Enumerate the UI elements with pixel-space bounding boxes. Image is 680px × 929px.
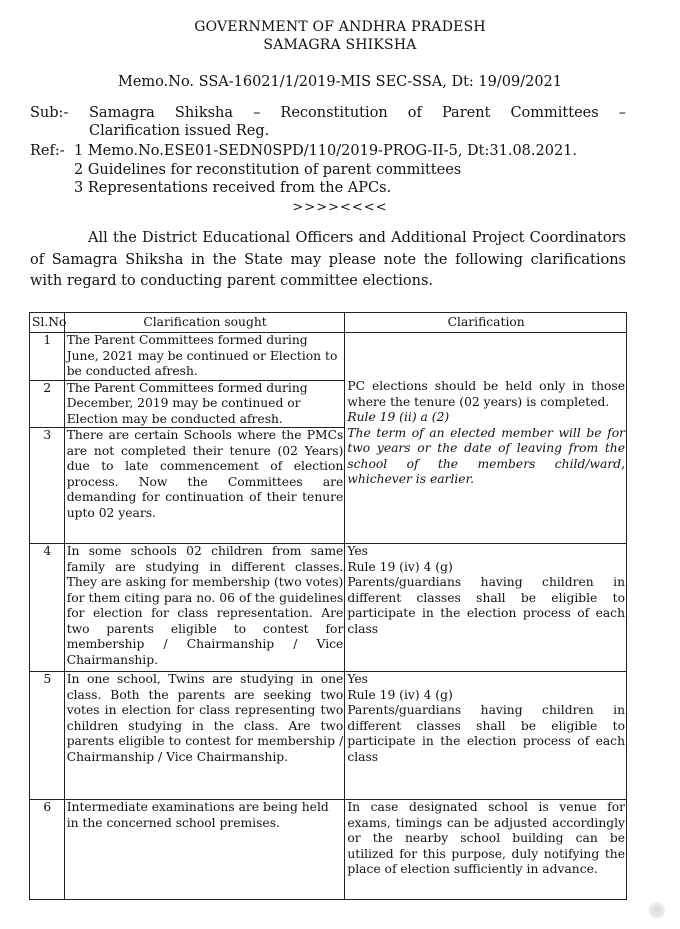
row-number: 1 [30, 333, 65, 381]
reference-item: 3 Representations received from the APCs. [74, 180, 392, 196]
table-row [30, 544, 627, 672]
government-heading: GOVERNMENT OF ANDHRA PRADESH [194, 19, 486, 35]
row-sought: In one school, Twins are studying in one class. Both the parents are seeking two votes in election for class representing two children studying in the class. Are two parents eligible to contest for membership / Chairmanship / Vice Chairmanship. [64, 672, 345, 800]
subject-line-1: Samagra Shiksha – Reconstitution of Parent Committees – [89, 105, 626, 121]
table-row [30, 800, 627, 900]
subject-label: Sub:- [30, 105, 69, 121]
intro-paragraph [30, 228, 626, 293]
row-clarification [345, 544, 627, 672]
subject-line-2: Clarification issued Reg. [89, 123, 270, 139]
row-number: 5 [30, 672, 65, 800]
department-heading: SAMAGRA SHIKSHA [263, 37, 417, 53]
reference-label: Ref:- [30, 143, 65, 159]
row-clarification [345, 672, 627, 800]
merged-answer-text: PC elections should be held only in those where the tenure (02 years) is completed. [347, 379, 625, 409]
header-clarification: Clarification [345, 313, 627, 333]
merged-answer-rule: Rule 19 (ii) a (2) [347, 410, 450, 424]
row-clarification: In case designated school is venue for exams, timings can be adjusted accordingly or the nearby school building can be utilized for this purpose, duly notifying the place of election sufficiently in advance. [345, 800, 627, 900]
intro-text: All the District Educational Officers and Additional Project Coordinators of Samagra Shiksha in the State may please note the following clarifications with regard to conducting parent committee elections. [30, 230, 626, 289]
answer-yes: Yes [347, 672, 368, 686]
answer-yes: Yes [347, 544, 368, 558]
answer-rule: Rule 19 (iv) 4 (g) [347, 687, 453, 702]
row-sought: In some schools 02 children from same family are studying in different classes. They are asking for membership (two votes) for them citing para no. 06 of the guidelines for election for class representation. Are two parents eligible to contest for membership / Chairmanship / Vice Chairmanship. [64, 544, 345, 672]
reference-item: 1 Memo.No.ESE01-SEDN0SPD/110/2019-PROG-II-5, Dt:31.08.2021. [74, 143, 578, 159]
row-number: 4 [30, 544, 65, 672]
watermark-dot [648, 901, 666, 919]
table-header-row [30, 313, 627, 333]
row-sought: The Parent Committees formed during December, 2019 may be continued or Election may be conducted afresh. [64, 380, 345, 428]
table-row [30, 333, 627, 381]
answer-rule: Rule 19 (iv) 4 (g) [347, 559, 453, 574]
row-sought: There are certain Schools where the PMCs are not completed their tenure (02 Years) due to late commencement of election process. Now the Committees are demanding for continuation of their tenure upto 02 years. [64, 428, 345, 544]
header-sought: Clarification sought [64, 313, 345, 333]
clarification-table [29, 312, 627, 900]
row-sought: Intermediate examinations are being held in the concerned school premises. [64, 800, 345, 900]
row-number: 6 [30, 800, 65, 900]
reference-item: 2 Guidelines for reconstitution of parent committees [74, 161, 462, 178]
answer-text: Parents/guardians having children in different classes shall be eligible to participate in the election process of each class [347, 575, 625, 636]
answer-text: Parents/guardians having children in different classes shall be eligible to participate in the election process of each class [347, 703, 625, 764]
row-number: 2 [30, 380, 65, 428]
merged-answer-italic: The term of an elected member will be for two years or the date of leaving from the school of the members child/ward, whichever is earlier. [347, 425, 625, 486]
header-slno: Sl.No [30, 313, 65, 333]
memo-number: Memo.No. SSA-16021/1/2019-MIS SEC-SSA, Dt: 19/09/2021 [118, 74, 562, 90]
separator: >>>><<<< [292, 200, 388, 215]
row-sought: The Parent Committees formed during June, 2021 may be continued or Election to be conducted afresh. [64, 333, 345, 381]
table-row [30, 672, 627, 800]
merged-clarification [345, 333, 627, 544]
row-number: 3 [30, 428, 65, 544]
